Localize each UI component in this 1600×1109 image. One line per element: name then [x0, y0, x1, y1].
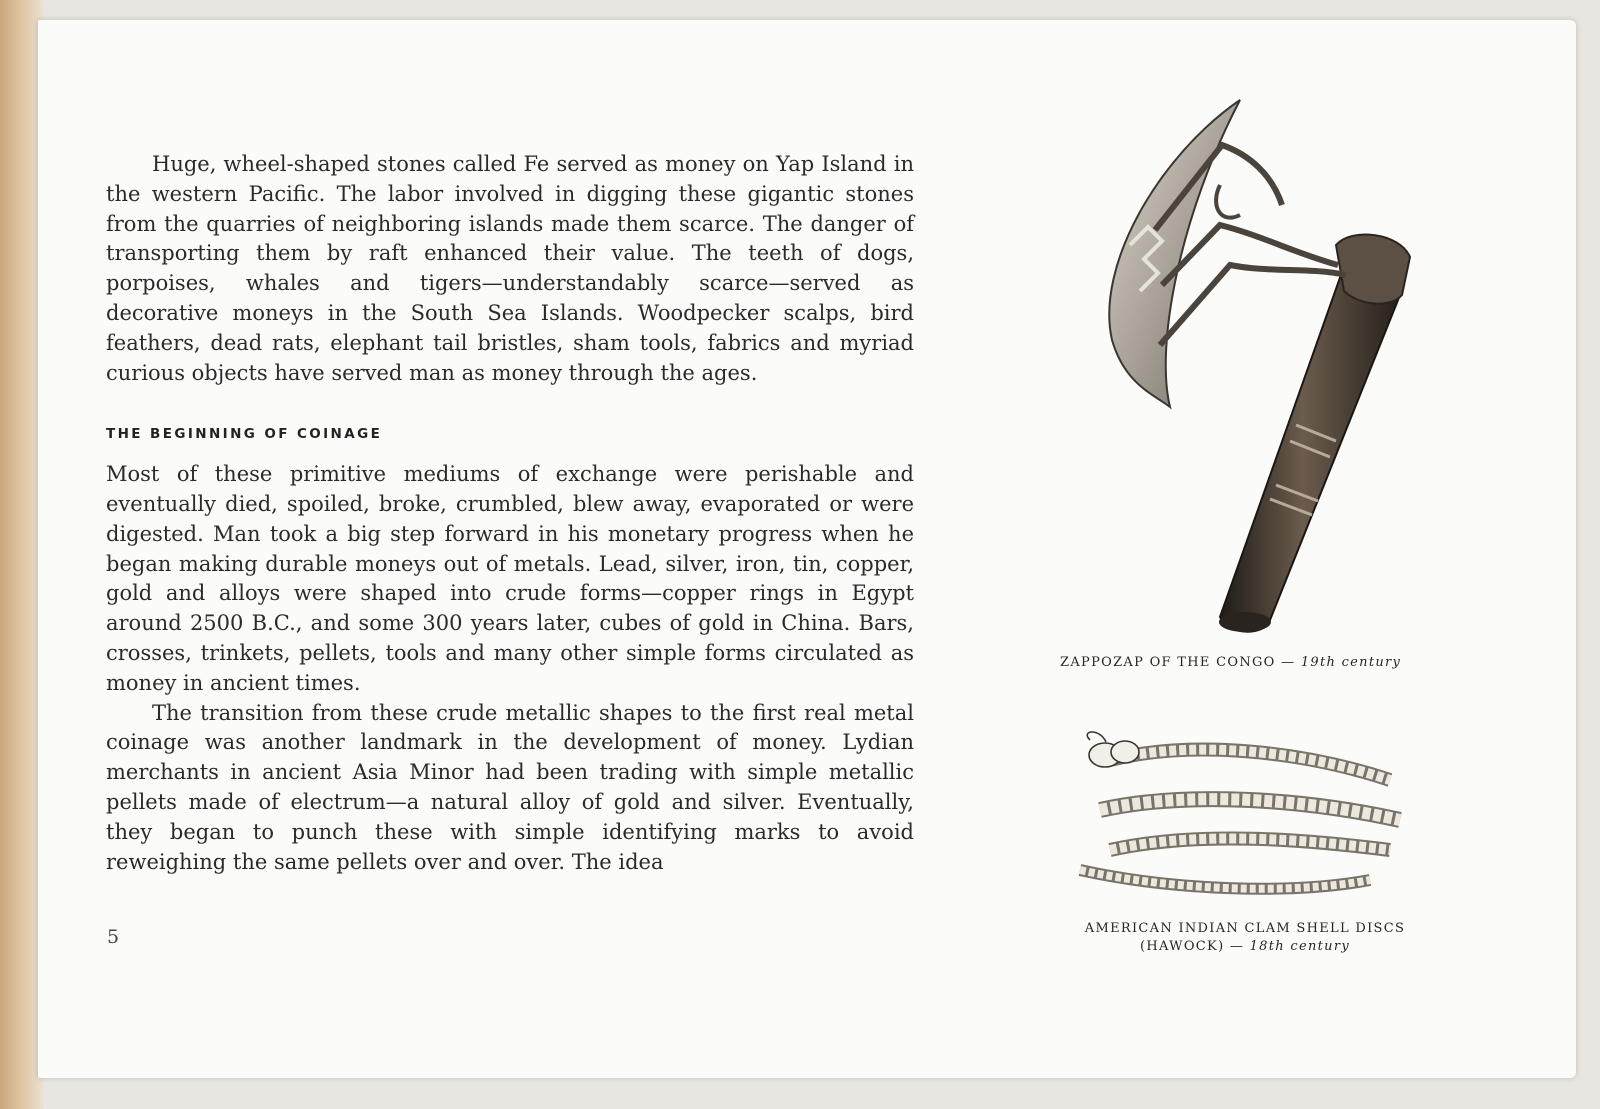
- beads-caption: [1050, 920, 1440, 956]
- zappozap-axe-illustration: [1100, 95, 1430, 645]
- axe-caption-century: 19th century: [1300, 655, 1402, 670]
- clam-shell-discs-illustration: [1070, 730, 1430, 910]
- beads-caption-title: (HAWOCK) —: [1140, 939, 1250, 954]
- intro-paragraph: Huge, wheel-shaped stones called Fe served as money on Yap Island in the western Pacific. The labor involved in digging these gigantic stones from the quarries of neighboring islands made them scarce. The danger of transporting them by raft enhanced their value. The teeth of dogs, porpoises, whales and tigers—understandably scarce—served as decorative moneys in the South Sea Islands. Woodpecker scalps, bird feathers, dead rats, elephant tail bristles, sham tools, fabrics and myriad curious objects have served man as money through the ages.: [106, 152, 914, 385]
- coinage-paragraph-2: The transition from these crude metallic shapes to the first real metal coinage was another landmark in the development of money. Lydian merchants in ancient Asia Minor had been trading with simple metallic pellets made of electrum—a natural alloy of gold and silver. Eventually, they began to punch these with simple identifying marks to avoid reweighing the same pellets over and over. The idea: [106, 700, 914, 874]
- beads-caption-century: 18th century: [1249, 939, 1350, 954]
- section-heading: THE BEGINNING OF COINAGE: [106, 426, 383, 443]
- beads-caption-line2: [1050, 938, 1440, 956]
- page-number: 5: [107, 926, 120, 948]
- axe-caption-title: ZAPPOZAP OF THE CONGO —: [1060, 655, 1301, 670]
- axe-caption: [1060, 654, 1450, 672]
- body-text-column: [106, 150, 914, 877]
- coinage-paragraph-1: Most of these primitive mediums of exchange were perishable and eventually died, spoiled, broke, crumbled, blew away, evaporated or were digested. Man took a big step forward in his monetary progress when he began making durable moneys out of metals. Lead, silver, iron, tin, copper, gold and alloys were shaped into crude forms—copper rings in Egypt around 2500 B.C., and some 300 years later, cubes of gold in China. Bars, crosses, trinkets, pellets, tools and many other simple forms circulated as money in ancient times.: [106, 462, 914, 695]
- beads-caption-line1: AMERICAN INDIAN CLAM SHELL DISCS: [1084, 921, 1406, 936]
